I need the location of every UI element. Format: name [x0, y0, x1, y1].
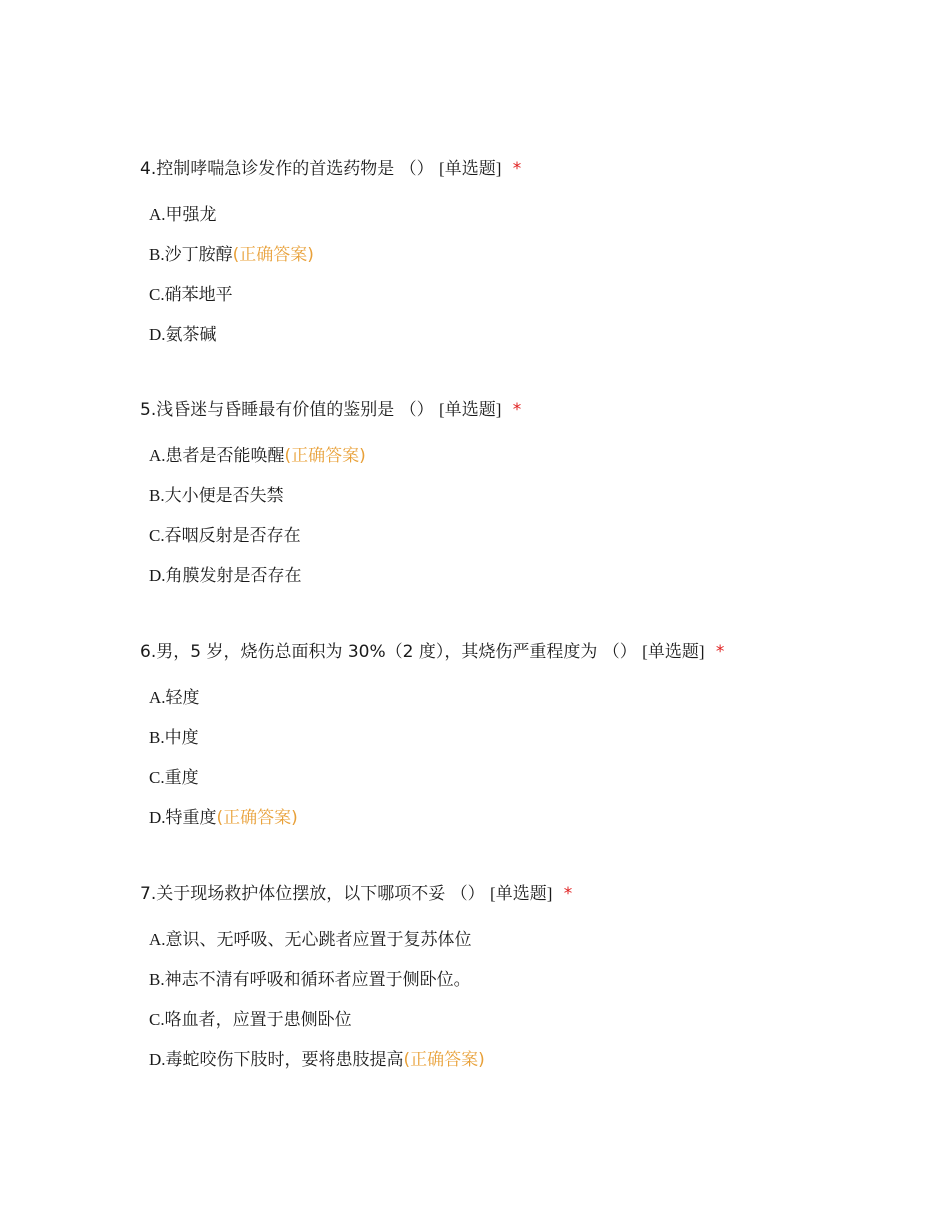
required-marker: * — [715, 642, 725, 662]
option-c — [149, 283, 900, 307]
option-a — [149, 928, 900, 952]
question-text: 7.关于现场救护体位摆放，以下哪项不妥 — [140, 884, 446, 904]
option-c — [149, 766, 900, 790]
option-a — [149, 444, 900, 468]
option-letter: B. — [149, 245, 165, 264]
question-title — [140, 398, 900, 422]
option-c — [149, 1008, 900, 1032]
option-letter: D. — [149, 325, 166, 344]
correct-answer-tag: (正确答案) — [284, 446, 366, 466]
option-text: 甲强龙 — [165, 205, 217, 225]
option-a — [149, 686, 900, 710]
question-text: 4.控制哮喘急诊发作的首选药物是 — [140, 159, 395, 179]
question-paren: （） — [399, 400, 434, 420]
question-type-label: [单选题] — [439, 400, 502, 419]
option-letter: A. — [149, 446, 166, 465]
option-text: 沙丁胺醇 — [164, 245, 233, 265]
option-list — [140, 928, 900, 1072]
question-text: 5.浅昏迷与昏睡最有价值的鉴别是 — [140, 400, 395, 420]
option-text: 意识、无呼吸、无心跳者应置于复苏体位 — [165, 930, 472, 950]
option-letter: A. — [149, 688, 166, 707]
option-b — [149, 968, 900, 992]
option-c — [149, 524, 900, 548]
question-title — [140, 640, 900, 664]
question-title — [140, 882, 900, 906]
option-text: 毒蛇咬伤下肢时，要将患肢提高 — [165, 1050, 404, 1070]
option-b — [149, 243, 900, 267]
option-text: 重度 — [164, 768, 199, 788]
option-a — [149, 203, 900, 227]
option-letter: C. — [149, 526, 165, 545]
question-paren: （） — [602, 642, 637, 662]
question-4 — [140, 157, 900, 363]
option-list — [140, 203, 900, 347]
option-b — [149, 484, 900, 508]
question-paren: （） — [450, 884, 485, 904]
question-7 — [140, 882, 900, 1088]
option-text: 特重度 — [165, 808, 217, 828]
option-letter: B. — [149, 486, 165, 505]
question-type-label: [单选题] — [642, 642, 705, 661]
question-paren: （） — [399, 159, 434, 179]
option-letter: C. — [149, 285, 165, 304]
correct-answer-tag: (正确答案) — [216, 808, 298, 828]
question-6 — [140, 640, 900, 846]
option-letter: C. — [149, 768, 165, 787]
option-text: 吞咽反射是否存在 — [164, 526, 301, 546]
option-letter: A. — [149, 930, 166, 949]
option-b — [149, 726, 900, 750]
question-text: 6.男，5 岁，烧伤总面积为 30%（2 度），其烧伤严重程度为 — [140, 642, 598, 662]
option-letter: A. — [149, 205, 166, 224]
option-text: 中度 — [164, 728, 199, 748]
question-type-label: [单选题] — [439, 159, 502, 178]
option-letter: D. — [149, 1050, 166, 1069]
option-d — [149, 323, 900, 347]
option-letter: D. — [149, 566, 166, 585]
option-letter: B. — [149, 728, 165, 747]
question-title — [140, 157, 900, 181]
option-list — [140, 686, 900, 830]
option-d — [149, 564, 900, 588]
option-list — [140, 444, 900, 588]
required-marker: * — [512, 159, 522, 179]
option-text: 患者是否能唤醒 — [165, 446, 285, 466]
option-d — [149, 806, 900, 830]
option-text: 咯血者，应置于患侧卧位 — [164, 1010, 352, 1030]
option-letter: B. — [149, 970, 165, 989]
option-text: 硝苯地平 — [164, 285, 233, 305]
required-marker: * — [563, 884, 573, 904]
option-text: 角膜发射是否存在 — [165, 566, 302, 586]
correct-answer-tag: (正确答案) — [403, 1050, 485, 1070]
required-marker: * — [512, 400, 522, 420]
correct-answer-tag: (正确答案) — [232, 245, 314, 265]
option-text: 轻度 — [165, 688, 200, 708]
option-letter: D. — [149, 808, 166, 827]
option-letter: C. — [149, 1010, 165, 1029]
question-type-label: [单选题] — [490, 884, 553, 903]
option-text: 神志不清有呼吸和循环者应置于侧卧位。 — [164, 970, 471, 990]
option-text: 大小便是否失禁 — [164, 486, 284, 506]
question-5 — [140, 398, 900, 604]
option-text: 氨茶碱 — [165, 325, 217, 345]
option-d — [149, 1048, 900, 1072]
